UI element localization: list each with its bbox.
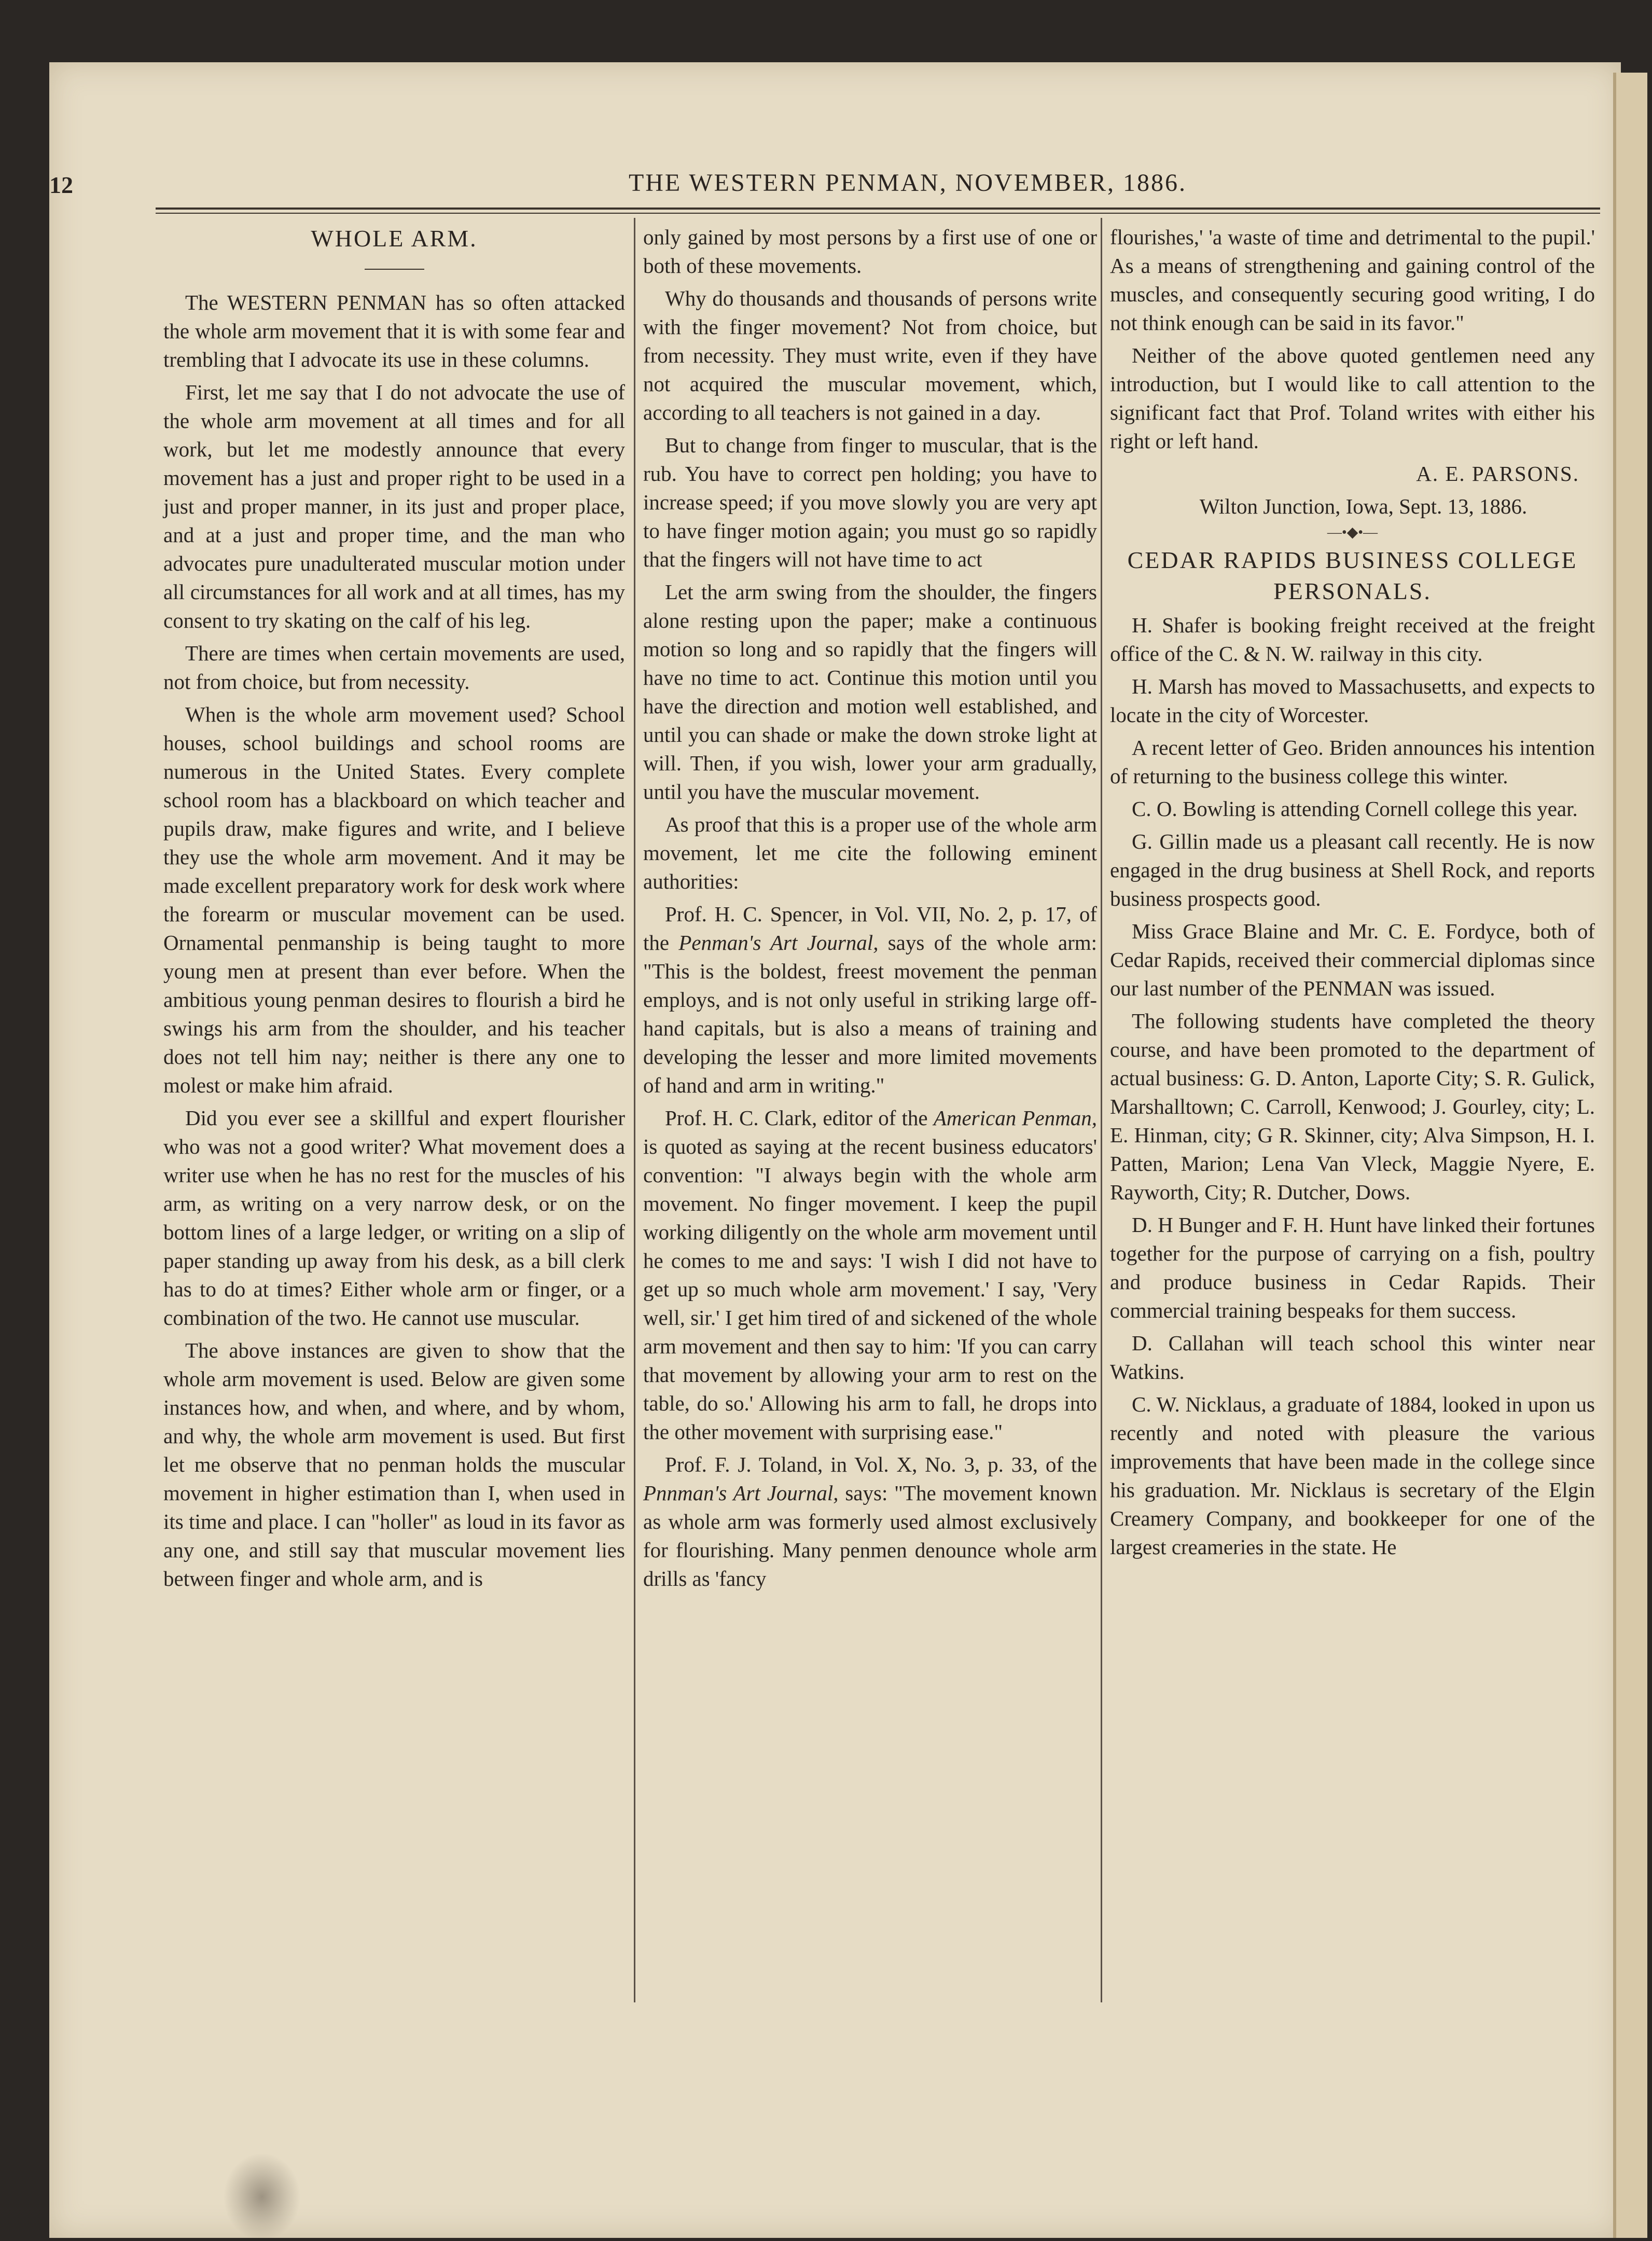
- paragraph: only gained by most persons by a first use of one or both of these movements.: [643, 225, 1097, 278]
- paragraph: There are times when certain movements are used, not from choice, but from necessity.: [163, 641, 625, 694]
- paragraph: But to change from finger to muscular, that is the rub. You have to correct pen holding; you have to increase speed; if you move slowly you are very apt to have finger motion again; you must go so rapidly that the fingers will not have time to act: [643, 433, 1097, 571]
- column-3: [1110, 223, 1595, 1566]
- text: says: "The movement known as whole arm was formerly used almost exclusively for flourishing. Many penmen denounce whole arm drills as 'fancy: [643, 1481, 1097, 1590]
- article-heading: WHOLE ARM.: [311, 225, 478, 252]
- heading-divider: [365, 269, 424, 270]
- paragraph: First, let me say that I do not advocate the use of the whole arm movement at all times and for all work, but let me modestly announce that every movement has a just and proper right to be used in a just and proper manner, in its just and proper place, and at a just and proper time, and the man who advocates pure unadulterated muscular motion under all circumstances for all work and at all times, has my consent to try skating on the calf of his leg.: [163, 380, 625, 632]
- ink-smudge: [223, 2153, 301, 2241]
- binding-edge: [1613, 73, 1647, 2238]
- article-heading: CEDAR RAPIDS BUSINESS COLLEGE PERSONALS.: [1127, 547, 1578, 604]
- quote-paragraph: [643, 900, 1097, 1100]
- paragraph: Neither of the above quoted gentlemen need any introduction, but I would like to call attention to the significant fact that Prof. Toland writes with either his right or left hand.: [1110, 343, 1595, 453]
- author-signature: A. E. PARSONS.: [1416, 462, 1579, 486]
- journal-title: Penman's Art Journal,: [678, 931, 879, 955]
- personal-item: C. W. Nicklaus, a graduate of 1884, looked in upon us recently and noted with pleasure the various improvements that have been made in the college since his graduation. Mr. Nicklaus is secretary of the Elgin Creamery Company, and bookkeeper for one of the largest creameries in the state. He: [1110, 1392, 1595, 1559]
- personal-item: H. Shafer is booking freight received at the freight office of the C. & N. W. railway in this city.: [1110, 613, 1595, 666]
- personal-item: A recent letter of Geo. Briden announces his intention of returning to the business college this winter.: [1110, 736, 1595, 788]
- personal-item: G. Gillin made us a pleasant call recently. He is now engaged in the drug business at Shell Rock, and reports business prospects good.: [1110, 829, 1595, 910]
- signature-place-date: Wilton Junction, Iowa, Sept. 13, 1886.: [1199, 494, 1528, 518]
- column-divider: [1101, 218, 1102, 2002]
- header-rule-thin: [156, 213, 1600, 214]
- personal-item: The following students have completed the theory course, and have been promoted to the department of actual business: G. D. Anton, Laporte City; S. R. Gulick, Marshalltown; C. Carroll, Kenwood; J. Gourley, city; L. E. Hinman, city; G R. Skinner, city; Alva Simpson, H. I. Patten, Marion; Lena Van Vleck, Maggie Nyere, E. Rayworth, City; R. Dutcher, Dows.: [1110, 1009, 1595, 1204]
- text: Prof. H. C. Spencer, in Vol. VII, No. 2, p. 17, of the: [643, 902, 1097, 955]
- personal-item: H. Marsh has moved to Massachusetts, and expects to locate in the city of Worcester.: [1110, 674, 1595, 727]
- personal-item: D. Callahan will teach school this winter near Watkins.: [1110, 1331, 1595, 1384]
- paragraph: As proof that this is a proper use of the whole arm movement, let me cite the following eminent authorities:: [643, 812, 1097, 893]
- column-divider: [634, 218, 635, 2002]
- quote-paragraph: [643, 1104, 1097, 1446]
- quote-paragraph: [643, 1450, 1097, 1593]
- text: Prof. F. J. Toland, in Vol. X, No. 3, p. 33, of the: [665, 1453, 1097, 1476]
- header-rule: [156, 208, 1600, 210]
- paragraph: Did you ever see a skillful and expert flourisher who was not a good writer? What movement does a writer use when he has no rest for the muscles of his arm, as writing on a very narrow desk, or on the bottom lines of a large ledger, or writing on a slip of paper standing up away from his desk, as a bill clerk has to do at times? Either whole arm or finger, or a combination of the two. He cannot use muscular.: [163, 1106, 625, 1330]
- paragraph: The above instances are given to show that the whole arm movement is used. Below are given some instances how, and when, and where, and by whom, and why, the whole arm movement is used. But first let me observe that no penman holds the muscular movement in higher estimation than I, when used in its time and place. I can "holler" as loud in its favor as any one, and still say that muscular movement lies between finger and whole arm, and is: [163, 1338, 625, 1590]
- paragraph: Why do thousands and thousands of persons write with the finger movement? Not from choice, but from necessity. They must write, even if they have not acquired the muscular movement, which, according to all teachers is not gained in a day.: [643, 286, 1097, 424]
- paragraph: Let the arm swing from the shoulder, the fingers alone resting upon the paper; make a continuous motion so long and so rapidly that the fingers will have no time to act. Continue this motion until you have the direction and motion well established, and until you can shade or make the down stroke light at will. Then, if you wish, lower your arm gradually, until you have the muscular movement.: [643, 580, 1097, 804]
- personal-item: C. O. Bowling is attending Cornell college this year.: [1132, 797, 1578, 821]
- paragraph: flourishes,' 'a waste of time and detrimental to the pupil.' As a means of strengthening and gaining control of the muscles, and consequently securing good writing, I do not think enough can be said in its favor.": [1110, 225, 1595, 335]
- paragraph: The WESTERN PENMAN has so often attacked the whole arm movement that it is with some fear and trembling that I advocate its use in these columns.: [163, 290, 625, 371]
- text: says of the whole arm: "This is the boldest, freest movement the penman employs, and is not only useful in striking large off-hand capitals, but is also a means of training and developing the lesser and more limited movements of hand and arm in writing.": [643, 931, 1098, 1097]
- column-2: [643, 223, 1097, 1597]
- personal-item: Miss Grace Blaine and Mr. C. E. Fordyce, both of Cedar Rapids, received their commercial diplomas since our last number of the PENMAN was issued.: [1110, 919, 1595, 1000]
- running-title: THE WESTERN PENMAN, NOVEMBER, 1886.: [628, 169, 1187, 197]
- text: Prof. H. C. Clark, editor of the: [665, 1106, 934, 1130]
- personal-item: D. H Bunger and F. H. Hunt have linked their fortunes together for the purpose of carrying on a fish, poultry and produce business in Cedar Rapids. Their commercial training bespeaks for them success.: [1110, 1213, 1595, 1322]
- journal-title: Pnnman's Art Journal,: [643, 1481, 839, 1505]
- text: is quoted as saying at the recent business educators' convention: "I always begin with the whole arm movement. No finger movement. I keep the pupil working diligently on the whole arm movement until he comes to me and says: 'I wish I did not have to get up so much whole arm movement.' I say, 'Very well, sir.' I get him tired of and sickened of the whole arm movement and then say to him: 'If you can carry that movement by allowing your arm to rest on the table, do so.' Allowing his arm to fall, he drops into the other movement with surprising ease.": [643, 1135, 1097, 1444]
- paragraph: When is the whole arm movement used? School houses, school buildings and school rooms are numerous in the United States. Every complete school room has a blackboard on which teacher and pupils draw, make figures and write, and I believe they use the whole arm movement. And it may be made excellent preparatory work for desk work where the forearm or muscular movement can be used. Ornamental penmanship is being taught to more young men at present than ever before. When the ambitious young penman desires to flourish a bird he swings his arm from the shoulder, and his teacher does not tell him nay; neither is there any one to molest or make him afraid.: [163, 702, 625, 1097]
- journal-title: American Penman,: [933, 1106, 1098, 1130]
- section-ornament: —•◆•—: [1327, 524, 1378, 541]
- page-number: 12: [49, 172, 73, 198]
- column-1: [163, 223, 625, 1597]
